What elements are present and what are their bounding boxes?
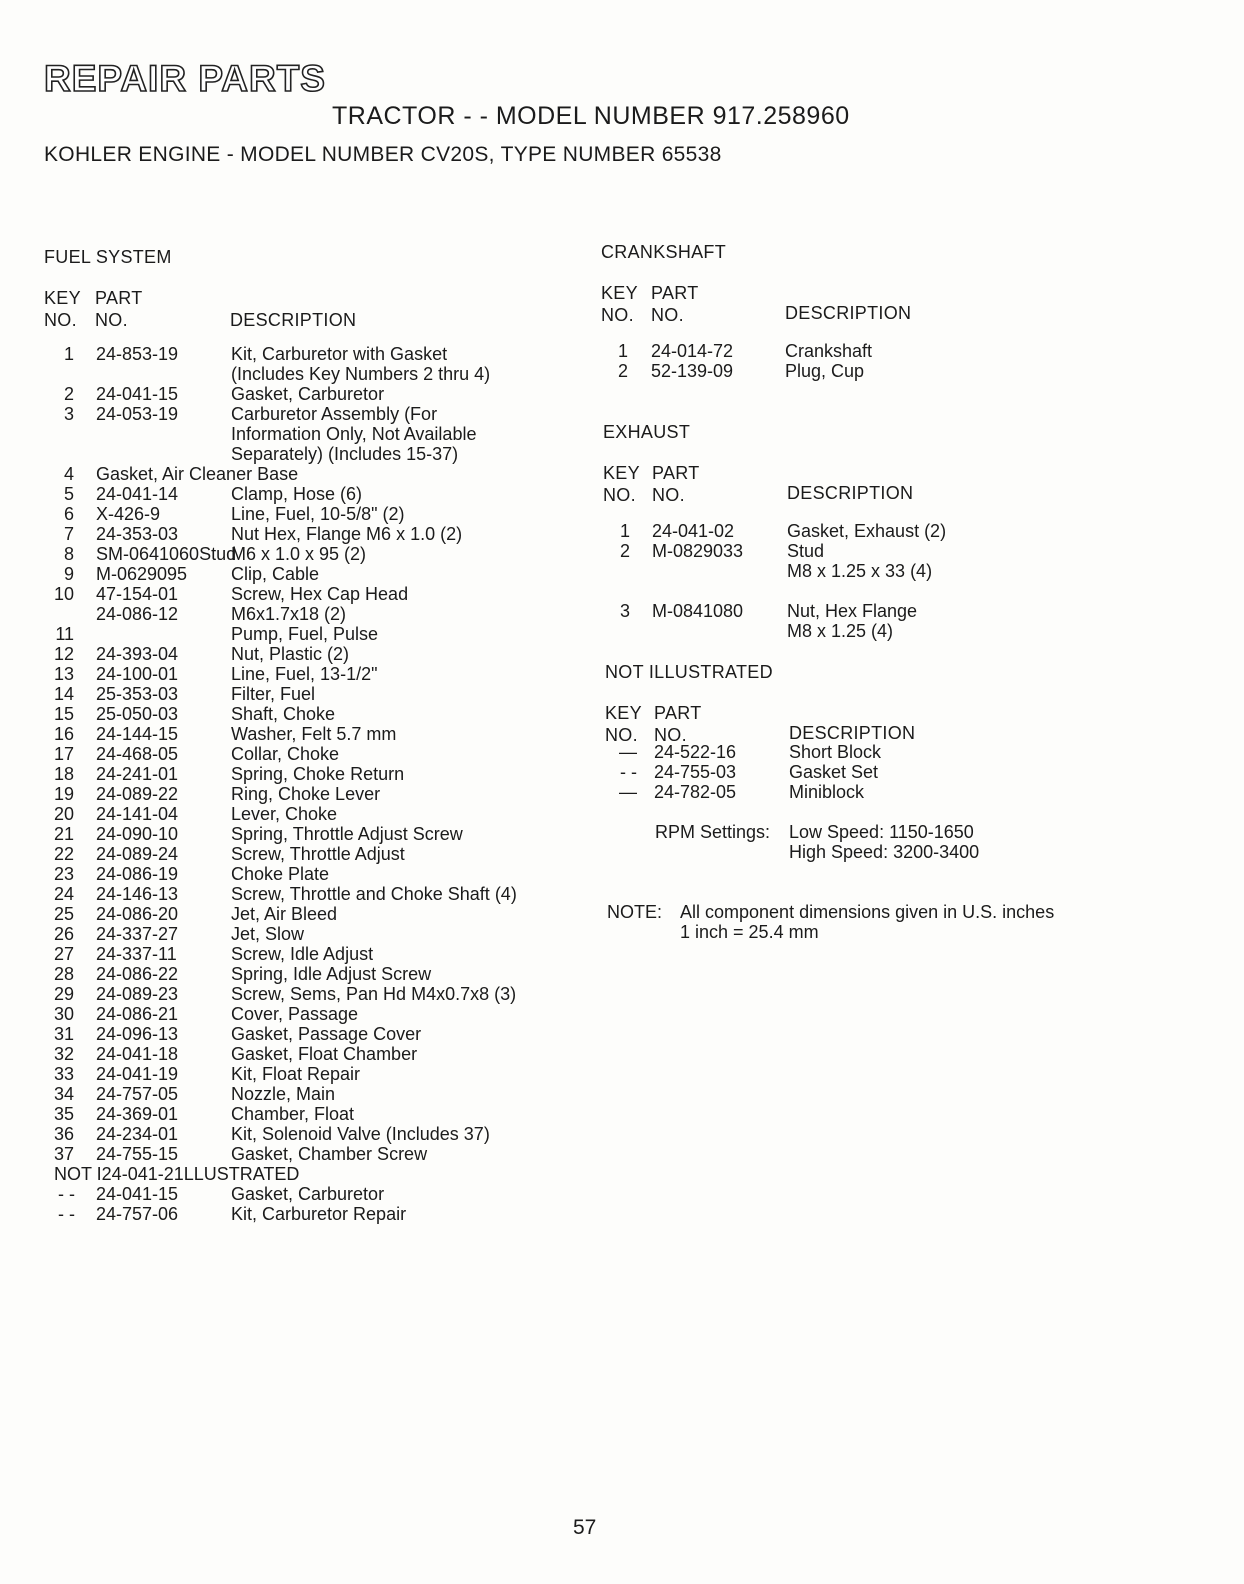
key-number: 1	[617, 341, 628, 361]
part-description: Ring, Choke Lever	[231, 784, 381, 804]
exhaust-parts-list	[603, 521, 1203, 641]
part-description: Screw, Hex Cap Head	[231, 584, 409, 604]
key-number: 9	[63, 564, 74, 584]
key-number: 1	[619, 521, 630, 541]
parts-row	[44, 544, 584, 564]
part-number: 24-337-27	[96, 924, 179, 944]
part-description: Pump, Fuel, Pulse	[231, 624, 379, 644]
parts-row	[44, 424, 584, 444]
part-number: 24-089-24	[96, 844, 179, 864]
parts-row	[605, 762, 1205, 782]
part-description: Nut, Hex Flange	[787, 601, 918, 621]
part-number: SM-0641060Stud	[96, 544, 237, 564]
part-description: Nut, Plastic (2)	[231, 644, 350, 664]
part-number: 24-041-14	[96, 484, 179, 504]
part-description: Spring, Throttle Adjust Screw	[231, 824, 463, 844]
header-key: KEY	[601, 283, 638, 303]
parts-row	[603, 541, 1203, 561]
parts-row	[44, 504, 584, 524]
parts-row	[44, 364, 584, 384]
part-number: 24-522-16	[654, 742, 737, 762]
key-number: 8	[63, 544, 74, 564]
part-description: Miniblock	[789, 782, 865, 802]
engine-model-heading: KOHLER ENGINE - MODEL NUMBER CV20S, TYPE NUMBER 65538	[44, 143, 722, 166]
key-number: - -	[620, 762, 637, 782]
ni-col-header-description: DESCRIPTION	[789, 723, 916, 743]
parts-row	[605, 782, 1205, 802]
parts-row	[44, 1044, 584, 1064]
part-number: 24-353-03	[96, 524, 179, 544]
key-number: —	[619, 782, 637, 802]
parts-row	[44, 1164, 584, 1184]
parts-row	[44, 684, 584, 704]
part-description: Chamber, Float	[231, 1104, 355, 1124]
parts-row	[44, 944, 584, 964]
part-number: 24-053-19	[96, 404, 179, 424]
part-description: Nozzle, Main	[231, 1084, 336, 1104]
key-number: 3	[63, 404, 74, 424]
exhaust-col-header-description: DESCRIPTION	[787, 483, 914, 503]
part-description: Crankshaft	[785, 341, 873, 361]
key-number: 11	[55, 624, 74, 644]
parts-row	[605, 742, 1205, 762]
fuel-col-header-key	[44, 287, 81, 331]
key-number: 16	[53, 724, 74, 744]
key-number: NOT I24-041-21LLUSTRATED	[54, 1164, 300, 1184]
part-description: Screw, Idle Adjust	[231, 944, 374, 964]
part-number: 24-090-10	[96, 824, 179, 844]
part-number: 24-086-22	[96, 964, 179, 984]
part-description: Kit, Carburetor with Gasket	[231, 344, 448, 364]
key-number: 13	[53, 664, 74, 684]
parts-row	[44, 844, 584, 864]
crank-col-header-part	[651, 282, 699, 326]
parts-row	[44, 1004, 584, 1024]
fuel-col-header-part	[95, 287, 143, 331]
part-description: Gasket, Carburetor	[231, 1184, 385, 1204]
parts-row	[603, 521, 1203, 541]
parts-row	[44, 804, 584, 824]
parts-row	[44, 864, 584, 884]
key-number: 32	[53, 1044, 74, 1064]
parts-row	[44, 444, 584, 464]
part-description: Spring, Idle Adjust Screw	[231, 964, 432, 984]
parts-row	[44, 344, 584, 364]
parts-row	[44, 1204, 584, 1224]
key-number: 5	[63, 484, 74, 504]
rpm-low-speed: Low Speed: 1150-1650	[789, 822, 974, 842]
fuel-col-header-description: DESCRIPTION	[230, 310, 357, 330]
part-description: Nut Hex, Flange M6 x 1.0 (2)	[231, 524, 463, 544]
key-number: 34	[53, 1084, 74, 1104]
parts-row	[44, 964, 584, 984]
header-no: NO.	[654, 725, 687, 745]
key-number: 7	[63, 524, 74, 544]
header-key: KEY	[603, 463, 640, 483]
ni-col-header-key	[605, 702, 642, 746]
parts-row	[44, 724, 584, 744]
key-number: 36	[53, 1124, 74, 1144]
not-illustrated-heading: NOT ILLUSTRATED	[605, 662, 773, 682]
part-number: M-0829033	[652, 541, 744, 561]
header-key: KEY	[44, 288, 81, 308]
model-number-heading: TRACTOR - - MODEL NUMBER 917.258960	[332, 102, 850, 130]
parts-row	[603, 561, 1203, 581]
note-label: NOTE:	[607, 902, 663, 922]
part-description: M6 x 1.0 x 95 (2)	[231, 544, 367, 564]
part-number: 24-086-20	[96, 904, 179, 924]
key-number: 31	[53, 1024, 74, 1044]
key-number: —	[619, 742, 637, 762]
fuel-system-parts-list	[44, 344, 584, 1224]
part-number: 24-089-22	[96, 784, 179, 804]
part-description: Lever, Choke	[231, 804, 338, 824]
part-number: M-0841080	[652, 601, 744, 621]
part-number: 24-014-72	[651, 341, 734, 361]
part-description: Line, Fuel, 10-5/8" (2)	[231, 504, 405, 524]
key-number: 23	[53, 864, 74, 884]
crank-col-header-key	[601, 282, 638, 326]
part-number: X-426-9	[96, 504, 161, 524]
key-number: 25	[53, 904, 74, 924]
key-number: 4	[63, 464, 74, 484]
part-number: 24-041-15	[96, 384, 179, 404]
page-title: REPAIR PARTS	[44, 58, 326, 99]
part-description: M6x1.7x18 (2)	[231, 604, 347, 624]
parts-row	[44, 1084, 584, 1104]
part-description: Washer, Felt 5.7 mm	[231, 724, 397, 744]
parts-row	[44, 564, 584, 584]
part-number: 24-369-01	[96, 1104, 179, 1124]
parts-row	[44, 824, 584, 844]
exhaust-col-header-part	[652, 462, 700, 506]
part-description: Filter, Fuel	[231, 684, 316, 704]
key-number: 29	[53, 984, 74, 1004]
part-description: (Includes Key Numbers 2 thru 4)	[231, 364, 491, 384]
part-description: Screw, Throttle Adjust	[231, 844, 405, 864]
part-number: 24-144-15	[96, 724, 179, 744]
header-no: NO.	[651, 305, 684, 325]
header-part: PART	[654, 703, 702, 723]
header-no: NO.	[605, 725, 638, 745]
exhaust-col-header-key	[603, 462, 640, 506]
parts-row	[44, 1184, 584, 1204]
rpm-settings-label: RPM Settings:	[655, 822, 771, 842]
key-number: 12	[53, 644, 74, 664]
header-no: NO.	[44, 310, 77, 330]
part-number: 25-353-03	[96, 684, 179, 704]
part-description: Jet, Air Bleed	[231, 904, 338, 924]
parts-row	[601, 341, 1201, 361]
header-part: PART	[651, 283, 699, 303]
key-number: 37	[53, 1144, 74, 1164]
part-description: Gasket, Float Chamber	[231, 1044, 418, 1064]
parts-row	[601, 361, 1201, 381]
key-number: 3	[619, 601, 630, 621]
key-number: 2	[617, 361, 628, 381]
parts-row	[44, 764, 584, 784]
key-number: 35	[53, 1104, 74, 1124]
part-description: Screw, Throttle and Choke Shaft (4)	[231, 884, 517, 904]
note-text: All component dimensions given in U.S. inches	[680, 902, 1055, 922]
key-number: 30	[53, 1004, 74, 1024]
part-description: Separately) (Includes 15-37)	[231, 444, 459, 464]
part-number: 24-393-04	[96, 644, 179, 664]
part-number: 24-096-13	[96, 1024, 179, 1044]
key-number: 10	[53, 584, 74, 604]
part-number: 24-337-11	[96, 944, 177, 964]
key-number: 20	[53, 804, 74, 824]
key-number: - -	[58, 1204, 75, 1224]
part-description: Gasket Set	[789, 762, 879, 782]
header-part: PART	[95, 288, 143, 308]
part-number: 47-154-01	[96, 584, 179, 604]
header-part: PART	[652, 463, 700, 483]
part-number: 24-468-05	[96, 744, 179, 764]
key-number: 21	[53, 824, 74, 844]
part-number: 24-089-23	[96, 984, 179, 1004]
parts-row	[44, 664, 584, 684]
key-number: 33	[53, 1064, 74, 1084]
parts-row	[44, 744, 584, 764]
header-no: NO.	[652, 485, 685, 505]
part-description: Gasket, Passage Cover	[231, 1024, 422, 1044]
parts-row	[44, 784, 584, 804]
part-number: 24-086-19	[96, 864, 179, 884]
parts-row	[44, 484, 584, 504]
key-number: - -	[58, 1184, 75, 1204]
key-number: 2	[63, 384, 74, 404]
part-number: 24-241-01	[96, 764, 179, 784]
crankshaft-heading: CRANKSHAFT	[601, 242, 727, 262]
part-number: 24-782-05	[654, 782, 737, 802]
part-description: Jet, Slow	[231, 924, 305, 944]
fuel-system-heading: FUEL SYSTEM	[44, 247, 172, 267]
parts-row	[44, 924, 584, 944]
part-number: 24-234-01	[96, 1124, 179, 1144]
part-description: Choke Plate	[231, 864, 330, 884]
parts-row	[44, 1144, 584, 1164]
key-number: 22	[53, 844, 74, 864]
parts-row	[44, 604, 584, 624]
header-no: NO.	[95, 310, 128, 330]
parts-row	[44, 404, 584, 424]
parts-row	[44, 624, 584, 644]
part-description: Stud	[787, 541, 825, 561]
parts-row	[44, 584, 584, 604]
part-description: Kit, Solenoid Valve (Includes 37)	[231, 1124, 490, 1144]
part-number: 24-086-12	[96, 604, 179, 624]
part-number: 24-853-19	[96, 344, 179, 364]
part-number: 24-041-18	[96, 1044, 179, 1064]
parts-row	[44, 464, 584, 484]
crankshaft-parts-list	[601, 341, 1201, 381]
part-description: Gasket, Exhaust (2)	[787, 521, 947, 541]
note-conversion: 1 inch = 25.4 mm	[680, 922, 819, 942]
key-number: 19	[53, 784, 74, 804]
part-number: 24-757-05	[96, 1084, 179, 1104]
part-description: Screw, Sems, Pan Hd M4x0.7x8 (3)	[231, 984, 517, 1004]
header-key: KEY	[605, 703, 642, 723]
part-number: 24-041-19	[96, 1064, 179, 1084]
key-number: 2	[619, 541, 630, 561]
parts-row	[603, 621, 1203, 641]
key-number: 26	[53, 924, 74, 944]
parts-row	[44, 644, 584, 664]
part-description: Shaft, Choke	[231, 704, 336, 724]
part-description: Clamp, Hose (6)	[231, 484, 363, 504]
part-description: Collar, Choke	[231, 744, 340, 764]
key-number: 24	[53, 884, 74, 904]
key-number: 18	[53, 764, 74, 784]
parts-row	[603, 581, 1203, 601]
crank-col-header-description: DESCRIPTION	[785, 303, 912, 323]
parts-row	[44, 1104, 584, 1124]
part-description: Short Block	[789, 742, 882, 762]
part-number: 24-755-03	[654, 762, 737, 782]
header-no: NO.	[601, 305, 634, 325]
part-number: 24-755-15	[96, 1144, 179, 1164]
part-description: Gasket, Carburetor	[231, 384, 385, 404]
parts-row	[44, 1024, 584, 1044]
key-number: 6	[63, 504, 74, 524]
part-number: 24-100-01	[96, 664, 179, 684]
not-illustrated-parts-list	[605, 742, 1205, 802]
part-description: M8 x 1.25 (4)	[787, 621, 894, 641]
parts-row	[44, 704, 584, 724]
parts-row	[44, 1064, 584, 1084]
part-number: M-0629095	[96, 564, 188, 584]
header-no: NO.	[603, 485, 636, 505]
part-description: Carburetor Assembly (For	[231, 404, 438, 424]
parts-row	[44, 984, 584, 1004]
part-number: 24-041-02	[652, 521, 735, 541]
part-description: Gasket, Chamber Screw	[231, 1144, 428, 1164]
part-number: 24-146-13	[96, 884, 179, 904]
part-description: M8 x 1.25 x 33 (4)	[787, 561, 933, 581]
key-number: 28	[53, 964, 74, 984]
parts-row	[44, 884, 584, 904]
part-description: Kit, Float Repair	[231, 1064, 361, 1084]
page-number: 57	[573, 1516, 597, 1539]
part-number: 52-139-09	[651, 361, 734, 381]
part-description: Kit, Carburetor Repair	[231, 1204, 407, 1224]
part-number: Gasket, Air Cleaner Base	[96, 464, 299, 484]
key-number: 27	[53, 944, 74, 964]
part-description: Clip, Cable	[231, 564, 320, 584]
key-number: 17	[53, 744, 74, 764]
exhaust-heading: EXHAUST	[603, 422, 691, 442]
parts-row	[44, 524, 584, 544]
part-number: 24-041-15	[96, 1184, 179, 1204]
rpm-high-speed: High Speed: 3200-3400	[789, 842, 980, 862]
parts-row	[44, 904, 584, 924]
part-number: 24-757-06	[96, 1204, 179, 1224]
part-description: Plug, Cup	[785, 361, 865, 381]
part-description: Line, Fuel, 13-1/2"	[231, 664, 378, 684]
parts-row	[44, 1124, 584, 1144]
part-number: 24-141-04	[96, 804, 179, 824]
key-number: 15	[53, 704, 74, 724]
parts-row	[603, 601, 1203, 621]
key-number: 1	[63, 344, 74, 364]
ni-col-header-part	[654, 702, 702, 746]
part-number: 25-050-03	[96, 704, 179, 724]
part-description: Cover, Passage	[231, 1004, 359, 1024]
key-number: 14	[53, 684, 74, 704]
parts-row	[44, 384, 584, 404]
part-number: 24-086-21	[96, 1004, 179, 1024]
part-description: Spring, Choke Return	[231, 764, 405, 784]
part-description: Information Only, Not Available	[231, 424, 477, 444]
